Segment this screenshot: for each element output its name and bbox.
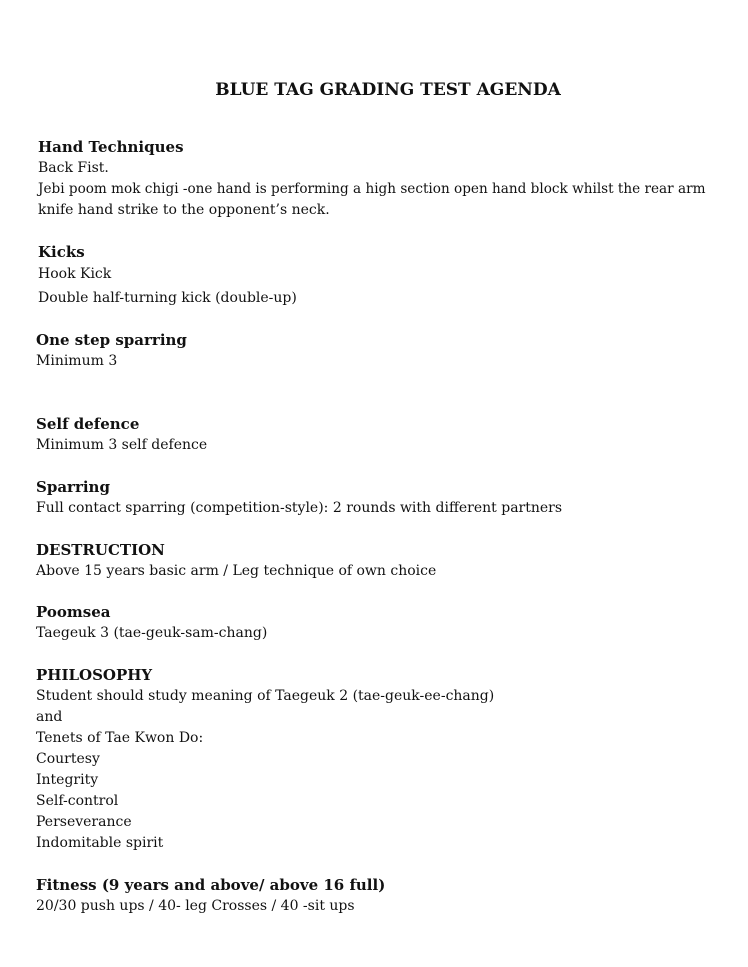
section-heading: Hand Techniques xyxy=(38,138,184,156)
section-philosophy xyxy=(36,665,716,854)
section-line: Taegeuk 3 (tae-geuk-sam-chang) xyxy=(36,625,268,641)
section-heading: PHILOSOPHY xyxy=(36,666,153,684)
section-line: Perseverance xyxy=(36,814,132,830)
section-line: Full contact sparring (competition-style): 2 rounds with different partners xyxy=(36,500,563,516)
section-self-defence xyxy=(36,414,716,456)
section-line: 20/30 push ups / 40- leg Crosses / 40 -sit ups xyxy=(36,898,355,914)
section-line: and xyxy=(36,709,63,725)
section-line: Student should study meaning of Taegeuk 2 (tae-geuk-ee-chang) xyxy=(36,688,495,704)
section-line: Hook Kick xyxy=(38,266,112,282)
section-line: Above 15 years basic arm / Leg technique of own choice xyxy=(36,563,437,579)
section-sparring xyxy=(36,477,716,519)
section-heading: Fitness (9 years and above/ above 16 full) xyxy=(36,876,386,894)
section-poomsea xyxy=(36,602,716,644)
section-fitness xyxy=(36,875,716,917)
section-line: Minimum 3 xyxy=(36,353,118,369)
section-line: Indomitable spirit xyxy=(36,835,164,851)
section-line: Integrity xyxy=(36,772,99,788)
section-line: Jebi poom mok chigi -one hand is performing a high section open hand block whilst the rear arm xyxy=(38,181,706,197)
section-line: Double half-turning kick (double-up) xyxy=(38,290,297,306)
section-one-step-sparring xyxy=(36,330,716,372)
section-heading: Sparring xyxy=(36,478,110,496)
section-heading: Self defence xyxy=(36,415,140,433)
section-heading: Kicks xyxy=(38,243,85,261)
page-title: BLUE TAG GRADING TEST AGENDA xyxy=(215,80,561,100)
section-heading: One step sparring xyxy=(36,331,187,349)
section-kicks xyxy=(38,242,718,311)
section-line: Back Fist. xyxy=(38,160,109,176)
section-hand-techniques xyxy=(38,137,738,221)
section-line: Self-control xyxy=(36,793,119,809)
section-line: Courtesy xyxy=(36,751,100,767)
section-line: Tenets of Tae Kwon Do: xyxy=(36,730,204,746)
section-destruction xyxy=(36,540,716,582)
section-line: Minimum 3 self defence xyxy=(36,437,208,453)
section-heading: Poomsea xyxy=(36,603,111,621)
section-line: knife hand strike to the opponent’s neck. xyxy=(38,202,330,218)
section-heading: DESTRUCTION xyxy=(36,541,165,559)
